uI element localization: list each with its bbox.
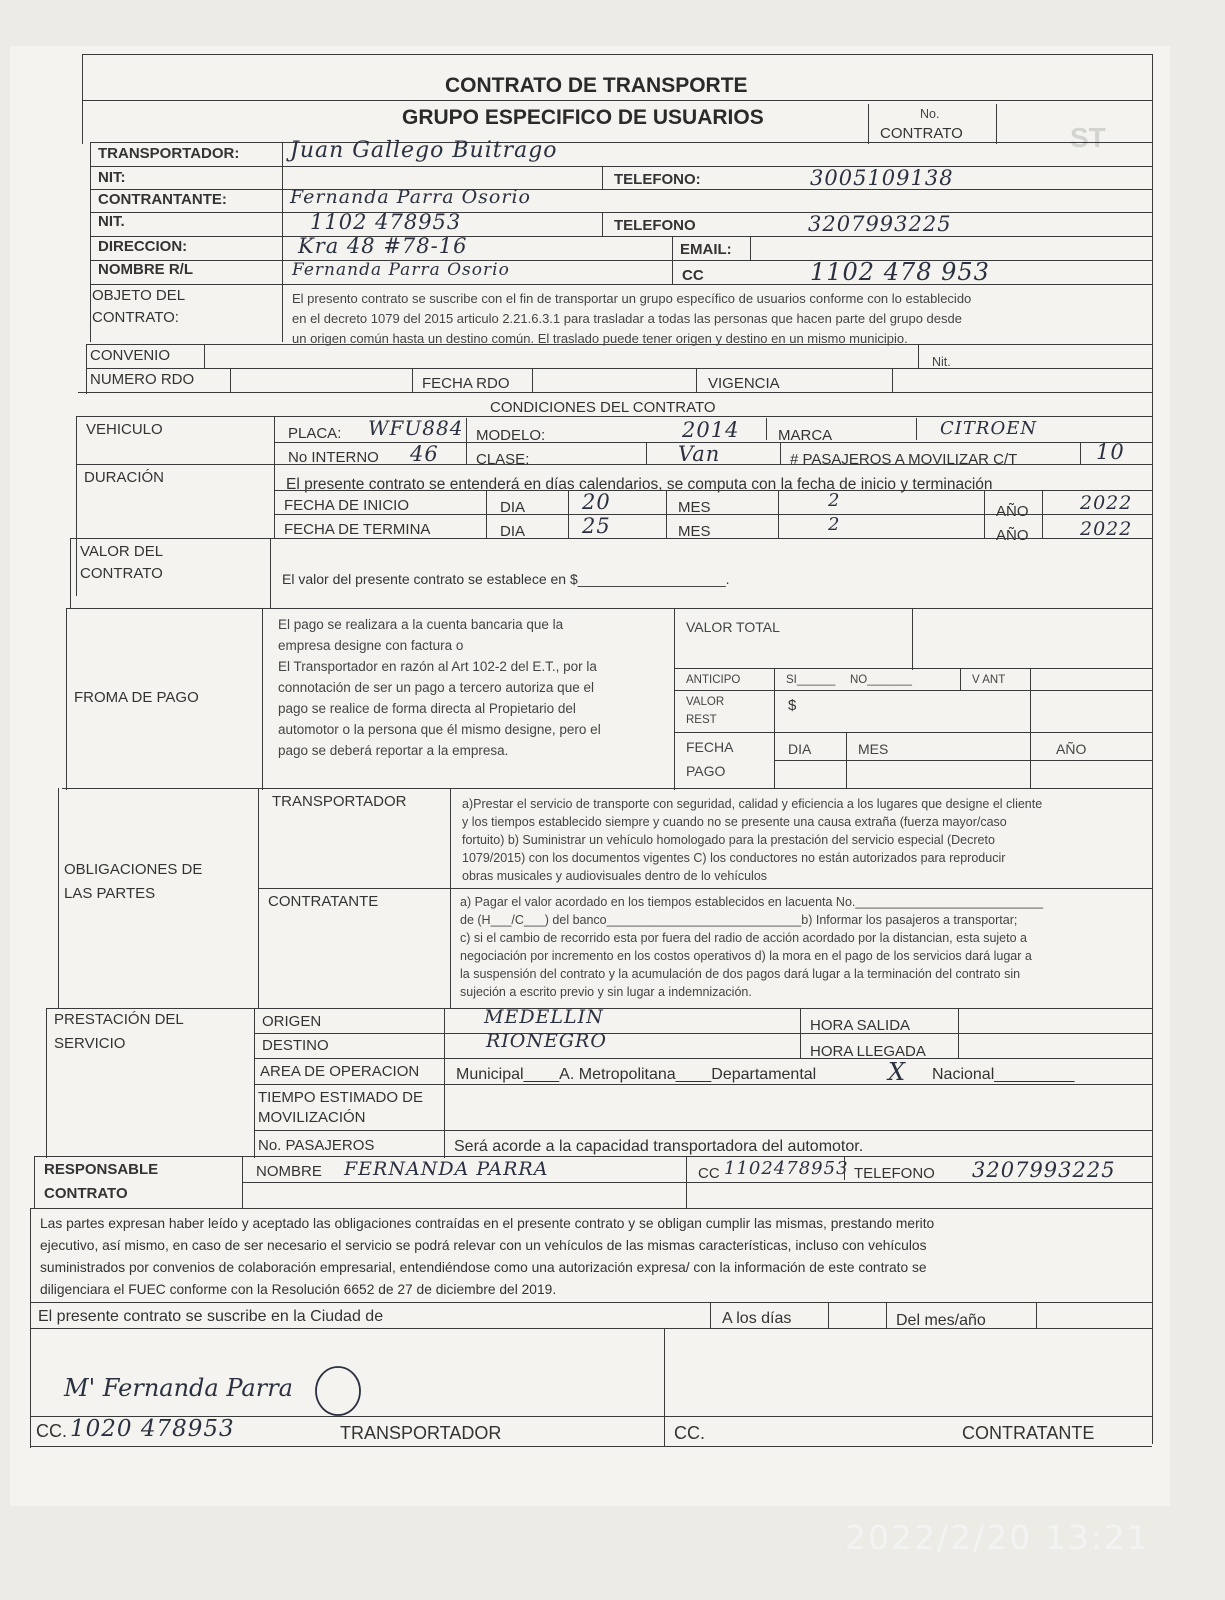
rule bbox=[466, 418, 467, 464]
inicio-dia-value[interactable]: 20 bbox=[582, 490, 611, 514]
rule bbox=[674, 668, 1152, 669]
rule bbox=[886, 1302, 887, 1328]
termina-mes-value[interactable]: 2 bbox=[828, 514, 841, 535]
rule bbox=[70, 538, 1152, 539]
area-label: AREA DE OPERACION bbox=[260, 1063, 420, 1080]
rule bbox=[66, 608, 67, 790]
tiempo-label-1: TIEMPO ESTIMADO DE bbox=[258, 1089, 424, 1106]
fecha-pago-label-2: PAGO bbox=[686, 763, 726, 779]
obligaciones-label-2: LAS PARTES bbox=[64, 885, 156, 902]
obl-contratante-line-6: sujeción a escrito previo y sin lugar a indemnización. bbox=[460, 985, 752, 999]
obl-contratante-label: CONTRATANTE bbox=[268, 893, 379, 910]
responsable-cc-label: CC bbox=[698, 1165, 720, 1182]
rule bbox=[82, 100, 1152, 101]
marca-value[interactable]: CITROEN bbox=[940, 418, 1038, 439]
pago-line-4: connotación de ser un pago a tercero autoriza que el bbox=[278, 680, 594, 695]
destino-value[interactable]: RIONEGRO bbox=[486, 1030, 607, 1052]
interno-label: No INTERNO bbox=[288, 449, 379, 466]
no-pasajeros-label: No. PASAJEROS bbox=[258, 1137, 375, 1154]
marca-label: MARCA bbox=[778, 427, 833, 444]
rule bbox=[254, 1033, 1152, 1034]
rule bbox=[1030, 668, 1031, 788]
rule bbox=[70, 538, 71, 608]
rule bbox=[674, 732, 1152, 733]
vigencia-label: VIGENCIA bbox=[708, 375, 780, 392]
company-logo: ST bbox=[1070, 122, 1106, 153]
direccion-value[interactable]: Kra 48 #78-16 bbox=[298, 234, 468, 258]
closing-line-1: Las partes expresan haber leído y aceptado las obligaciones contraídas en el presente contrato y se obligan cumplir las mismas, prestando merito bbox=[40, 1216, 935, 1231]
rule bbox=[66, 608, 1152, 609]
objeto-line-1: El presento contrato se suscribe con el fin de transportar un grupo específico de usuarios conforme con lo establecido bbox=[292, 291, 972, 306]
rule bbox=[444, 1008, 445, 1158]
rule bbox=[450, 788, 451, 1008]
obl-transportador-line-4: 1079/2015) con los documentos vigentes C) los conductores no están autorizados para reproducir bbox=[462, 851, 1006, 865]
rule bbox=[274, 490, 1152, 491]
rule bbox=[90, 284, 1152, 285]
contratante-value[interactable]: Fernanda Parra Osorio bbox=[290, 186, 531, 208]
vehiculo-label: VEHICULO bbox=[86, 421, 163, 438]
pago-line-5: pago se realice de forma directa al Propietario del bbox=[278, 701, 576, 716]
valor-rest-label-1: VALOR bbox=[686, 696, 725, 708]
inicio-ano-value[interactable]: 2022 bbox=[1080, 492, 1133, 514]
rule bbox=[90, 142, 1152, 143]
rule bbox=[672, 236, 673, 260]
rule bbox=[270, 538, 271, 608]
termina-mes-label: MES bbox=[678, 523, 711, 540]
rule bbox=[892, 368, 893, 392]
rule bbox=[58, 788, 59, 1008]
condiciones-heading: CONDICIONES DEL CONTRATO bbox=[490, 399, 716, 416]
modelo-value[interactable]: 2014 bbox=[682, 418, 740, 442]
pasajeros-value[interactable]: 10 bbox=[1096, 440, 1125, 464]
dias-label: A los días bbox=[722, 1310, 792, 1327]
rule bbox=[774, 760, 1152, 761]
rule bbox=[46, 1008, 47, 1158]
v-ant-label: V ANT bbox=[972, 674, 1006, 686]
convenio-nit-label: Nit. bbox=[932, 355, 951, 369]
rule bbox=[254, 1084, 1152, 1085]
ciudad-label: El presente contrato se suscribe en la Ciudad de bbox=[38, 1308, 384, 1325]
valor-rest-label-2: REST bbox=[686, 714, 717, 726]
fecha-pago-mes: MES bbox=[858, 741, 889, 757]
inicio-dia-label: DIA bbox=[500, 499, 526, 516]
no-pasajeros-text: Será acorde a la capacidad transportadora del automotor. bbox=[454, 1138, 864, 1155]
obl-contratante-line-3: c) si el cambio de recorrido esta por fuera del radio de acción acordado por la distancian, esta sujeto a bbox=[460, 931, 1027, 945]
placa-value[interactable]: WFU884 bbox=[368, 416, 464, 440]
pasajeros-label: # PASAJEROS A MOVILIZAR C/T bbox=[790, 451, 1018, 468]
cc-value[interactable]: 1102 478 953 bbox=[810, 258, 990, 286]
responsable-label-1: RESPONSABLE bbox=[44, 1161, 159, 1178]
rule bbox=[828, 1302, 829, 1328]
pago-line-2: empresa designe con factura o bbox=[278, 638, 464, 653]
signature: M' Fernanda Parra bbox=[64, 1374, 293, 1402]
transportador-value[interactable]: Juan Gallego Buitrago bbox=[290, 138, 558, 163]
obl-transportador-line-1: a)Prestar el servicio de transporte con seguridad, calidad y eficiencia a los lugares que designe el cliente bbox=[462, 797, 1043, 811]
closing-line-2: ejecutivo, así mismo, en caso de ser necesario el servicio se podrá relevar con un vehículos de las mismas características, incluso con vehículos bbox=[40, 1238, 927, 1253]
nit2-label: NIT. bbox=[98, 213, 125, 230]
rule bbox=[76, 416, 77, 596]
obl-contratante-line-2: de (H___/C___) del banco____________________________b) Informar los pasajeros a transportar; bbox=[460, 913, 1018, 927]
rule bbox=[1080, 442, 1081, 464]
prestacion-label-1: PRESTACIÓN DEL bbox=[54, 1011, 184, 1028]
rule bbox=[664, 1328, 665, 1446]
responsable-cc-value[interactable]: 1102478953 bbox=[724, 1158, 849, 1179]
rule bbox=[766, 418, 767, 440]
rule bbox=[82, 54, 83, 144]
rule bbox=[912, 608, 913, 670]
obl-transportador-line-2: y los tiempos establecido siempre y cuando no se presente una causa extraña (fuerza mayor/caso bbox=[462, 815, 1007, 829]
sig-transportador-label: TRANSPORTADOR bbox=[340, 1423, 502, 1443]
prestacion-label-2: SERVICIO bbox=[54, 1035, 126, 1052]
termina-dia-label: DIA bbox=[500, 523, 526, 540]
rule bbox=[90, 166, 1152, 167]
rule bbox=[274, 514, 1152, 515]
clase-label: CLASE: bbox=[476, 451, 530, 468]
placa-label: PLACA: bbox=[288, 425, 342, 442]
cc-label: CC bbox=[682, 267, 704, 284]
rule bbox=[86, 344, 1152, 345]
tiempo-label-2: MOVILIZACIÓN bbox=[258, 1109, 366, 1126]
rule bbox=[282, 142, 283, 342]
sig-cc2-label: CC. bbox=[674, 1423, 705, 1443]
direccion-label: DIRECCION: bbox=[98, 238, 188, 255]
rule bbox=[844, 1156, 845, 1180]
pago-line-7: pago se deberá reportar a la empresa. bbox=[278, 743, 509, 758]
objeto-line-2: en el decreto 1079 del 2015 articulo 2.21.6.3.1 para trasladar a todas las personas que hacen parte del grupo desde bbox=[292, 311, 962, 326]
rule bbox=[30, 1328, 1152, 1329]
rule bbox=[230, 368, 231, 392]
pago-line-1: El pago se realizara a la cuenta bancaria que la bbox=[278, 617, 564, 632]
termina-ano-value[interactable]: 2022 bbox=[1080, 518, 1133, 540]
obl-transportador-line-5: obras musicales y audiovisuales dentro de lo vehículos bbox=[462, 869, 768, 883]
closing-line-3: suministrados por convenios de colaboración empresarial, entendiéndose como una autorización expresa/ con la información de este contrato se bbox=[40, 1260, 927, 1275]
pago-line-6: automotor o la persona que él mismo designe, pero el bbox=[278, 722, 601, 737]
pago-label: FROMA DE PAGO bbox=[74, 689, 199, 706]
rule bbox=[204, 344, 205, 368]
obl-contratante-line-1: a) Pagar el valor acordado en los tiempos establecidos en lacuenta No.___________________________ bbox=[460, 895, 1044, 909]
rule bbox=[90, 142, 91, 342]
origen-value[interactable]: MEDELLIN bbox=[484, 1006, 604, 1028]
anticipo-label: ANTICIPO bbox=[686, 674, 741, 686]
telefono-value[interactable]: 3005109138 bbox=[810, 166, 954, 190]
responsable-telefono-label: TELEFONO bbox=[854, 1165, 935, 1182]
area-options: Municipal____A. Metropolitana____Departamental bbox=[456, 1066, 817, 1083]
rule bbox=[750, 236, 751, 260]
obl-contratante-line-4: negociación por incremento en los costos operativos d) la mora en el pago de los servicios dará lugar a bbox=[460, 949, 1032, 963]
destino-label: DESTINO bbox=[262, 1037, 329, 1054]
rule bbox=[76, 416, 1152, 417]
rule bbox=[86, 344, 87, 394]
rule bbox=[254, 1130, 1152, 1131]
rule bbox=[674, 690, 1152, 691]
anticipo-no: NO_______ bbox=[850, 674, 913, 686]
sig-contratante-label: CONTRATANTE bbox=[962, 1423, 1095, 1443]
valor-rest-value: $ bbox=[788, 697, 797, 714]
responsable-telefono-value[interactable]: 3207993225 bbox=[972, 1158, 1116, 1182]
transportador-label: TRANSPORTADOR: bbox=[98, 145, 240, 162]
rule bbox=[90, 189, 1152, 190]
contratante-label: CONTRANTANTE: bbox=[98, 191, 227, 208]
duracion-text: El presente contrato se entenderá en días calendarios, se computa con la fecha de inicio y terminación bbox=[286, 476, 993, 493]
rule bbox=[646, 442, 647, 464]
responsable-label-2: CONTRATO bbox=[44, 1185, 128, 1202]
rule bbox=[710, 1302, 711, 1328]
rule bbox=[30, 1208, 1152, 1209]
convenio-label: CONVENIO bbox=[90, 347, 171, 364]
nombre-rl-label: NOMBRE R/L bbox=[98, 261, 193, 278]
hora-salida-label: HORA SALIDA bbox=[810, 1017, 911, 1034]
contract-no-label: No. bbox=[920, 107, 940, 121]
telefono2-value[interactable]: 3207993225 bbox=[808, 212, 952, 236]
rule bbox=[672, 260, 673, 284]
termina-ano-label: AÑO bbox=[996, 527, 1029, 544]
rule bbox=[602, 166, 603, 190]
rule bbox=[674, 608, 675, 790]
email-label: EMAIL: bbox=[680, 241, 732, 258]
rule bbox=[602, 212, 603, 236]
rule bbox=[90, 236, 1152, 237]
rule bbox=[916, 418, 917, 440]
rule bbox=[34, 1156, 1152, 1157]
telefono-label: TELEFONO: bbox=[614, 171, 701, 188]
rule bbox=[258, 888, 1152, 889]
rule bbox=[62, 788, 1152, 789]
contract-sheet bbox=[10, 46, 1170, 1506]
rule bbox=[78, 392, 1152, 393]
numero-rdo-label: NUMERO RDO bbox=[90, 371, 195, 388]
obl-contratante-line-5: la suspensión del contrato y la acumulación de dos pagos dará lugar a la terminación del contrato sin bbox=[460, 967, 1021, 981]
telefono2-label: TELEFONO bbox=[614, 217, 696, 234]
interno-value[interactable]: 46 bbox=[410, 442, 439, 466]
anticipo-si: SI______ bbox=[786, 674, 836, 686]
nit2-value[interactable]: 1102 478953 bbox=[310, 210, 462, 234]
rule bbox=[82, 54, 1152, 55]
valor-total-label: VALOR TOTAL bbox=[686, 619, 780, 635]
fecha-pago-ano: AÑO bbox=[1056, 741, 1087, 757]
valor-label-2: CONTRATO bbox=[80, 565, 163, 582]
fecha-pago-dia: DIA bbox=[788, 741, 812, 757]
termina-dia-value[interactable]: 25 bbox=[582, 514, 611, 538]
fecha-termina-label: FECHA DE TERMINA bbox=[284, 521, 431, 538]
rule bbox=[90, 212, 1152, 213]
rule bbox=[258, 788, 259, 1008]
contract-title: CONTRATO DE TRANSPORTE bbox=[445, 74, 748, 97]
fecha-inicio-label: FECHA DE INICIO bbox=[284, 497, 410, 514]
rule bbox=[76, 464, 1152, 465]
responsable-nombre-value[interactable]: FERNANDA PARRA bbox=[344, 1158, 549, 1180]
rule bbox=[412, 368, 413, 392]
sig-cc-label: CC. bbox=[36, 1421, 67, 1441]
photo-timestamp: 2022/2/20 13:21 bbox=[845, 1518, 1150, 1557]
duracion-label: DURACIÓN bbox=[84, 469, 165, 486]
rule bbox=[30, 1302, 1152, 1303]
rule bbox=[86, 368, 1152, 369]
rule bbox=[254, 1058, 1152, 1059]
rule bbox=[30, 1446, 1152, 1447]
contract-subtitle: GRUPO ESPECIFICO DE USUARIOS bbox=[402, 106, 764, 129]
obligaciones-label-1: OBLIGACIONES DE bbox=[64, 861, 203, 878]
rule bbox=[996, 104, 997, 144]
obl-transportador-line-3: fortuito) b) Suministrar un vehículo homologado para la prestación del servicio especial (Decreto bbox=[462, 833, 995, 847]
rule bbox=[34, 1156, 35, 1208]
obl-transportador-label: TRANSPORTADOR bbox=[272, 793, 407, 810]
rule bbox=[274, 416, 275, 538]
mes-ano-label: Del mes/año bbox=[896, 1312, 986, 1329]
signature-flourish bbox=[310, 1364, 366, 1418]
valor-label-1: VALOR DEL bbox=[80, 543, 164, 560]
responsable-nombre-label: NOMBRE bbox=[256, 1163, 322, 1180]
pago-line-3: El Transportador en razón al Art 102-2 del E.T., por la bbox=[278, 659, 597, 674]
rule bbox=[774, 668, 775, 788]
fecha-pago-label-1: FECHA bbox=[686, 739, 734, 755]
hora-llegada-label: HORA LLEGADA bbox=[810, 1043, 926, 1060]
rule bbox=[1152, 54, 1153, 1444]
sig-cc-value[interactable]: 1020 478953 bbox=[70, 1416, 235, 1442]
nit-label: NIT: bbox=[98, 169, 126, 186]
area-mark[interactable]: X bbox=[888, 1058, 907, 1086]
rule bbox=[780, 442, 781, 464]
inicio-mes-label: MES bbox=[678, 499, 711, 516]
rule bbox=[532, 368, 533, 392]
rule bbox=[90, 260, 1152, 261]
inicio-ano-label: AÑO bbox=[996, 503, 1029, 520]
objeto-label-1: OBJETO DEL bbox=[92, 287, 186, 304]
clase-value[interactable]: Van bbox=[678, 442, 721, 466]
objeto-line-3: un origen común hasta un destino común. El traslado puede tener origen y destino en un mismo municipio. bbox=[292, 331, 908, 346]
rule bbox=[1036, 1302, 1037, 1328]
closing-line-4: diligenciara el FUEC conforme con la Resolución 6652 de 27 de diciembre del 2019. bbox=[40, 1282, 557, 1297]
rule bbox=[918, 344, 919, 368]
inicio-mes-value[interactable]: 2 bbox=[828, 490, 841, 511]
origen-label: ORIGEN bbox=[262, 1013, 322, 1030]
nombre-rl-value[interactable]: Fernanda Parra Osorio bbox=[292, 260, 510, 280]
objeto-label-2: CONTRATO: bbox=[92, 309, 179, 326]
rule bbox=[262, 608, 263, 790]
rule bbox=[242, 1182, 1152, 1183]
fecha-rdo-label: FECHA RDO bbox=[422, 375, 510, 392]
modelo-label: MODELO: bbox=[476, 427, 546, 444]
area-nacional: Nacional_________ bbox=[932, 1066, 1075, 1083]
rule bbox=[960, 668, 961, 690]
valor-text: El valor del presente contrato se establece en $___________________. bbox=[282, 571, 730, 587]
rule bbox=[254, 1008, 255, 1158]
rule bbox=[696, 368, 697, 392]
contract-label: CONTRATO bbox=[880, 125, 963, 142]
rule bbox=[868, 104, 869, 144]
